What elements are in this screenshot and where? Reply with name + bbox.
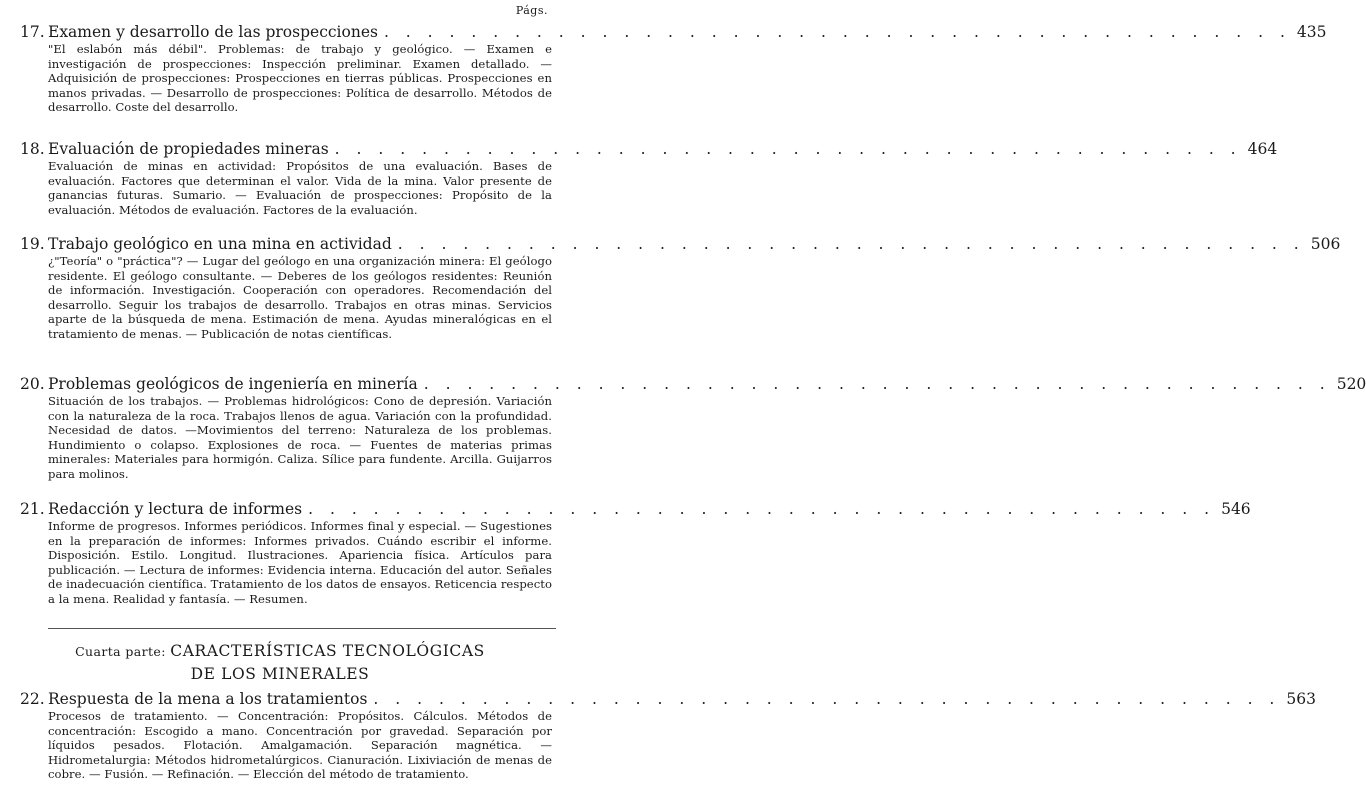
chapter-title: Examen y desarrollo de las prospecciones (48, 23, 378, 41)
chapter-summary: Procesos de tratamiento. — Concentración: Propósitos. Cálculos. Métodos de concentración: Escogido a mano. Concentración por gravedad. Separación por líquidos pesados. Flotación. Amalgamación. Separación magnética. — Hidrometalurgia: Métodos hidrometalúrgicos. Cianuración. Lixiviación de menas de cobre. — Fusión. — Refinación. — Elección del método de tratamiento. (48, 709, 552, 782)
chapter-summary: Informe de progresos. Informes periódicos. Informes final y especial. — Sugestiones en la preparación de informes: Informes privados. Cuándo escribir el informe. Disposición. Estilo. Longitud. Ilustraciones. Apariencia física. Artículos para publicación. — Lectura de informes: Evidencia interna. Educación del autor. Señales de inadecuación científica. Tratamiento de los datos de ensayos. Reticencia respecto a la mena. Realidad y fantasía. — Resumen. (48, 519, 552, 606)
dot-leader: . . . . . . . . . . . . . . . . . . . . . . . . . . . . . . . . . . . . . . . . . . (308, 500, 1216, 518)
toc-entry-chapter-22 (20, 689, 1316, 782)
chapter-number: 18. (20, 140, 45, 158)
chapter-heading (20, 139, 1278, 159)
chapter-title: Trabajo geológico en una mina en actividad (48, 235, 392, 253)
chapter-page-number: 435 (1296, 23, 1327, 41)
part-subtitle: DE LOS MINERALES (190, 665, 370, 683)
chapter-page-number: 464 (1247, 140, 1278, 158)
section-divider (48, 628, 556, 629)
toc-entry-chapter-17 (20, 22, 1327, 115)
part-label: Cuarta parte (75, 644, 162, 659)
chapter-summary: ¿"Teoría" o "práctica"? — Lugar del geólogo en una organización minera: El geólogo residente. El geólogo consultante. — Deberes de los geólogos residentes: Reunión de información. Investigación. Cooperación con operadores. Recomendación del desarrollo. Seguir los trabajos de desarrollo. Trabajos en otras minas. Servicios aparte de la búsqueda de mena. Estimación de mena. Ayudas mineralógicas en el tratamiento de menas. — Publicación de notas científicas. (48, 254, 552, 341)
part-title: CARACTERÍSTICAS TECNOLÓGICAS (170, 642, 485, 660)
pages-column-label: Págs. (515, 4, 548, 17)
dot-leader: . . . . . . . . . . . . . . . . . . . . . . . . . . . . . . . . . . . . . . . . . . (423, 375, 1331, 393)
chapter-title: Respuesta de la mena a los tratamientos (48, 690, 368, 708)
dot-leader: . . . . . . . . . . . . . . . . . . . . . . . . . . . . . . . . . . . . . . . . . . (373, 690, 1281, 708)
dot-leader: . . . . . . . . . . . . . . . . . . . . . . . . . . . . . . . . . . . . . . . . . . (334, 140, 1242, 158)
chapter-heading (20, 499, 1251, 519)
chapter-number: 22. (20, 690, 45, 708)
toc-entry-chapter-20 (20, 374, 1366, 482)
chapter-summary: "El eslabón más débil". Problemas: de trabajo y geológico. — Examen e investigación de prospecciones: Inspección preliminar. Examen detallado. — Adquisición de prospecciones: Prospecciones en tierras públicas. Prospecciones en manos privadas. — Desarrollo de prospecciones: Política de desarrollo. Métodos de desarrollo. Coste del desarrollo. (48, 42, 552, 115)
chapter-heading (20, 22, 1327, 42)
part-label-colon: : (161, 644, 171, 659)
chapter-heading (20, 234, 1341, 254)
chapter-page-number: 520 (1336, 375, 1366, 393)
chapter-number: 17. (20, 23, 45, 41)
chapter-heading (20, 374, 1366, 394)
chapter-page-number: 546 (1221, 500, 1251, 518)
chapter-heading (20, 689, 1316, 709)
chapter-number: 21. (20, 500, 45, 518)
toc-entry-chapter-18 (20, 139, 1278, 217)
part-header (60, 640, 500, 685)
chapter-number: 20. (20, 375, 45, 393)
chapter-title: Problemas geológicos de ingeniería en minería (48, 375, 418, 393)
chapter-title: Evaluación de propiedades mineras (48, 140, 329, 158)
chapter-number: 19. (20, 235, 45, 253)
chapter-title: Redacción y lectura de informes (48, 500, 303, 518)
chapter-page-number: 563 (1286, 690, 1316, 708)
chapter-summary: Evaluación de minas en actividad: Propósitos de una evaluación. Bases de evaluación. Factores que determinan el valor. Vida de la mina. Valor presente de ganancias futuras. Sumario. — Evaluación de prospecciones: Propósito de la evaluación. Métodos de evaluación. Factores de la evaluación. (48, 159, 552, 217)
toc-entry-chapter-21 (20, 499, 1251, 607)
chapter-page-number: 506 (1310, 235, 1341, 253)
chapter-summary: Situación de los trabajos. — Problemas hidrológicos: Cono de depresión. Variación con la naturaleza de la roca. Trabajos llenos de agua. Variación con la profundidad. Necesidad de datos. —Movimientos del terreno: Naturaleza de los problemas. Hundimiento o colapso. Explosiones de roca. — Fuentes de materias primas minerales: Materiales para hormigón. Caliza. Sílice para fundente. Arcilla. Guijarros para molinos. (48, 394, 552, 481)
toc-entry-chapter-19 (20, 234, 1341, 342)
dot-leader: . . . . . . . . . . . . . . . . . . . . . . . . . . . . . . . . . . . . . . . . . . (397, 235, 1305, 253)
dot-leader: . . . . . . . . . . . . . . . . . . . . . . . . . . . . . . . . . . . . . . . . . . (383, 23, 1291, 41)
